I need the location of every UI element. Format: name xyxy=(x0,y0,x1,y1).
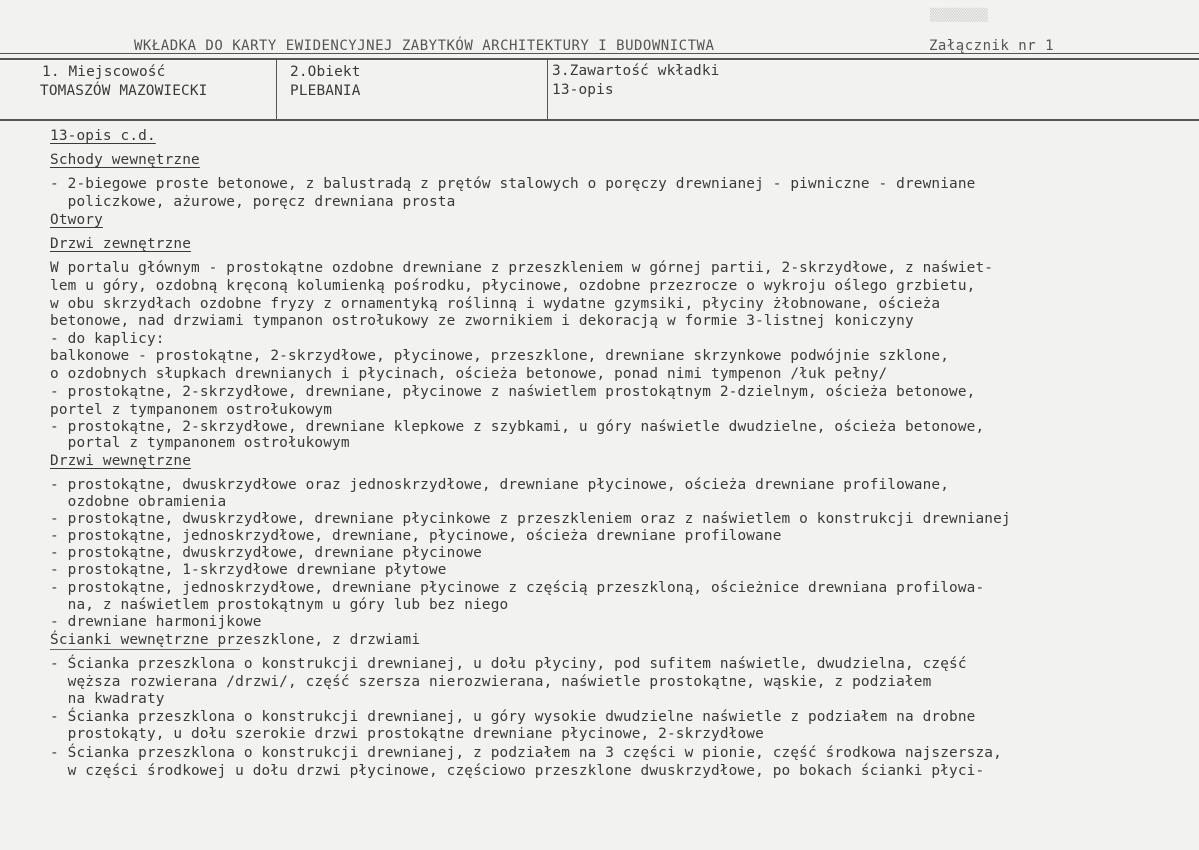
body-line: - prostokątne, dwuskrzydłowe, drewniane płycinowe xyxy=(50,545,482,561)
body-line: - drewniane harmonijkowe xyxy=(50,614,262,630)
body-line: ozdobne obramienia xyxy=(50,494,227,510)
body-line: o ozdobnych słupkach drewnianych i płycinach, ościeża betonowe, ponad nimi tympenon /łuk pełny/ xyxy=(50,366,888,382)
body-line: - prostokątne, 1-skrzydłowe drewniane płytowe xyxy=(50,562,447,578)
body-line: - prostokątne, jednoskrzydłowe, drewniane płycinowe z częścią przeszkloną, ościeżnice drewniana profilowa- xyxy=(50,580,985,596)
content-value: 13-opis xyxy=(552,82,614,98)
continuation-heading: 13-opis c.d. xyxy=(50,128,156,144)
body-line: - Ścianka przeszklona o konstrukcji drewnianej, u dołu płyciny, pod sufitem naświetle, dwudzielna, część xyxy=(50,656,967,672)
body-line: W portalu głównym - prostokątne ozdobne drewniane z przeszkleniem w górnej partii, 2-skrzydłowe, z naświet- xyxy=(50,260,994,276)
body-line: - prostokątne, 2-skrzydłowe, drewniane, płycinowe z naświetlem prostokątnym 2-dzielnym, ościeża betonowe, xyxy=(50,384,976,400)
body-line: betonowe, nad drzwiami tympanon ostrołukowy ze zwornikiem i dekoracją w formie 3-listnej koniczyny xyxy=(50,313,914,329)
body-line: - 2-biegowe proste betonowe, z balustradą z prętów stalowych o poręczy drewnianej - piwniczne - drewniane xyxy=(50,176,976,192)
section-heading-exterior-doors: Drzwi zewnętrzne xyxy=(50,236,192,252)
body-line: portal z tympanonem ostrołukowym xyxy=(50,435,350,451)
object-value: PLEBANIA xyxy=(290,83,361,99)
field-divider-2 xyxy=(547,60,548,119)
object-label: 2.Obiekt xyxy=(290,64,361,80)
body-line: - Ścianka przeszklona o konstrukcji drewnianej, z podziałem na 3 części w pionie, część środkowa najszersza, xyxy=(50,745,1002,761)
header-bottom-rule xyxy=(0,119,1199,121)
body-line: na, z naświetlem prostokątnym u góry lub bez niego xyxy=(50,597,509,613)
field-divider-1 xyxy=(276,60,277,119)
body-line: - prostokątne, jednoskrzydłowe, drewniane, płycinowe, ościeża drewniane profilowane xyxy=(50,528,782,544)
section-heading-openings: Otwory xyxy=(50,212,103,228)
body-line: portel z tympanonem ostrołukowym xyxy=(50,402,333,418)
partitions-heading-underline xyxy=(50,649,240,650)
body-line: - prostokątne, dwuskrzydłowe oraz jednoskrzydłowe, drewniane płycinowe, ościeża drewniane profilowane, xyxy=(50,477,950,493)
section-heading-partitions: Ścianki wewnętrzne przeszklone, z drzwiami xyxy=(50,632,421,648)
body-line: - Ścianka przeszklona o konstrukcji drewnianej, u góry wysokie dwudzielne naświetle z podziałem na drobne xyxy=(50,709,976,725)
section-heading-stairs: Schody wewnętrzne xyxy=(50,152,200,168)
section-heading-interior-doors: Drzwi wewnętrzne xyxy=(50,453,192,469)
body-line: węższa rozwierana /drzwi/, część szersza nierozwierana, naświetle prostokątne, wąskie, z podziałem xyxy=(50,674,932,690)
body-line: balkonowe - prostokątne, 2-skrzydłowe, płycinowe, przeszklone, drewniane skrzynkowe podwójnie szklone, xyxy=(50,348,950,364)
header-mid-rule xyxy=(0,58,1199,60)
form-title: WKŁADKA DO KARTY EWIDENCYJNEJ ZABYTKÓW ARCHITEKTURY I BUDOWNICTWA xyxy=(134,38,715,54)
body-line: w części środkowej u dołu drzwi płycinowe, częściowo przeszklone dwuskrzydłowe, po bokach ścianki płyci- xyxy=(50,763,985,779)
locality-value: TOMASZÓW MAZOWIECKI xyxy=(40,83,208,99)
bleed-through-marks: ▒▒▒▒▒▒▒▒ xyxy=(930,8,988,22)
content-label: 3.Zawartość wkładki xyxy=(552,63,720,79)
body-line: - prostokątne, 2-skrzydłowe, drewniane klepkowe z szybkami, u góry naświetle dwudzielne, ościeża betonowe, xyxy=(50,419,985,435)
body-line: lem u góry, ozdobną kręconą kolumienką pośrodku, płycinowe, ozdobne przezrocze o wykroju oślego grzbietu, xyxy=(50,278,976,294)
locality-label: 1. Miejscowość xyxy=(42,64,166,80)
body-line: policzkowe, ażurowe, poręcz drewniana prosta xyxy=(50,194,456,210)
body-line: na kwadraty xyxy=(50,691,165,707)
body-line: - do kaplicy: xyxy=(50,331,165,347)
body-line: - prostokątne, dwuskrzydłowe, drewniane płycinkowe z przeszkleniem oraz z naświetlem o konstrukcji drewnianej xyxy=(50,511,1011,527)
attachment-label: Załącznik nr 1 xyxy=(929,38,1055,54)
body-line: w obu skrzydłach ozdobne fryzy z ornamentyką roślinną i wydatne gzymsiki, płyciny żłobnowane, ościeża xyxy=(50,296,941,312)
body-line: prostokąty, u dołu szerokie drzwi prostokątne drewniane płycinowe, 2-skrzydłowe xyxy=(50,726,764,742)
